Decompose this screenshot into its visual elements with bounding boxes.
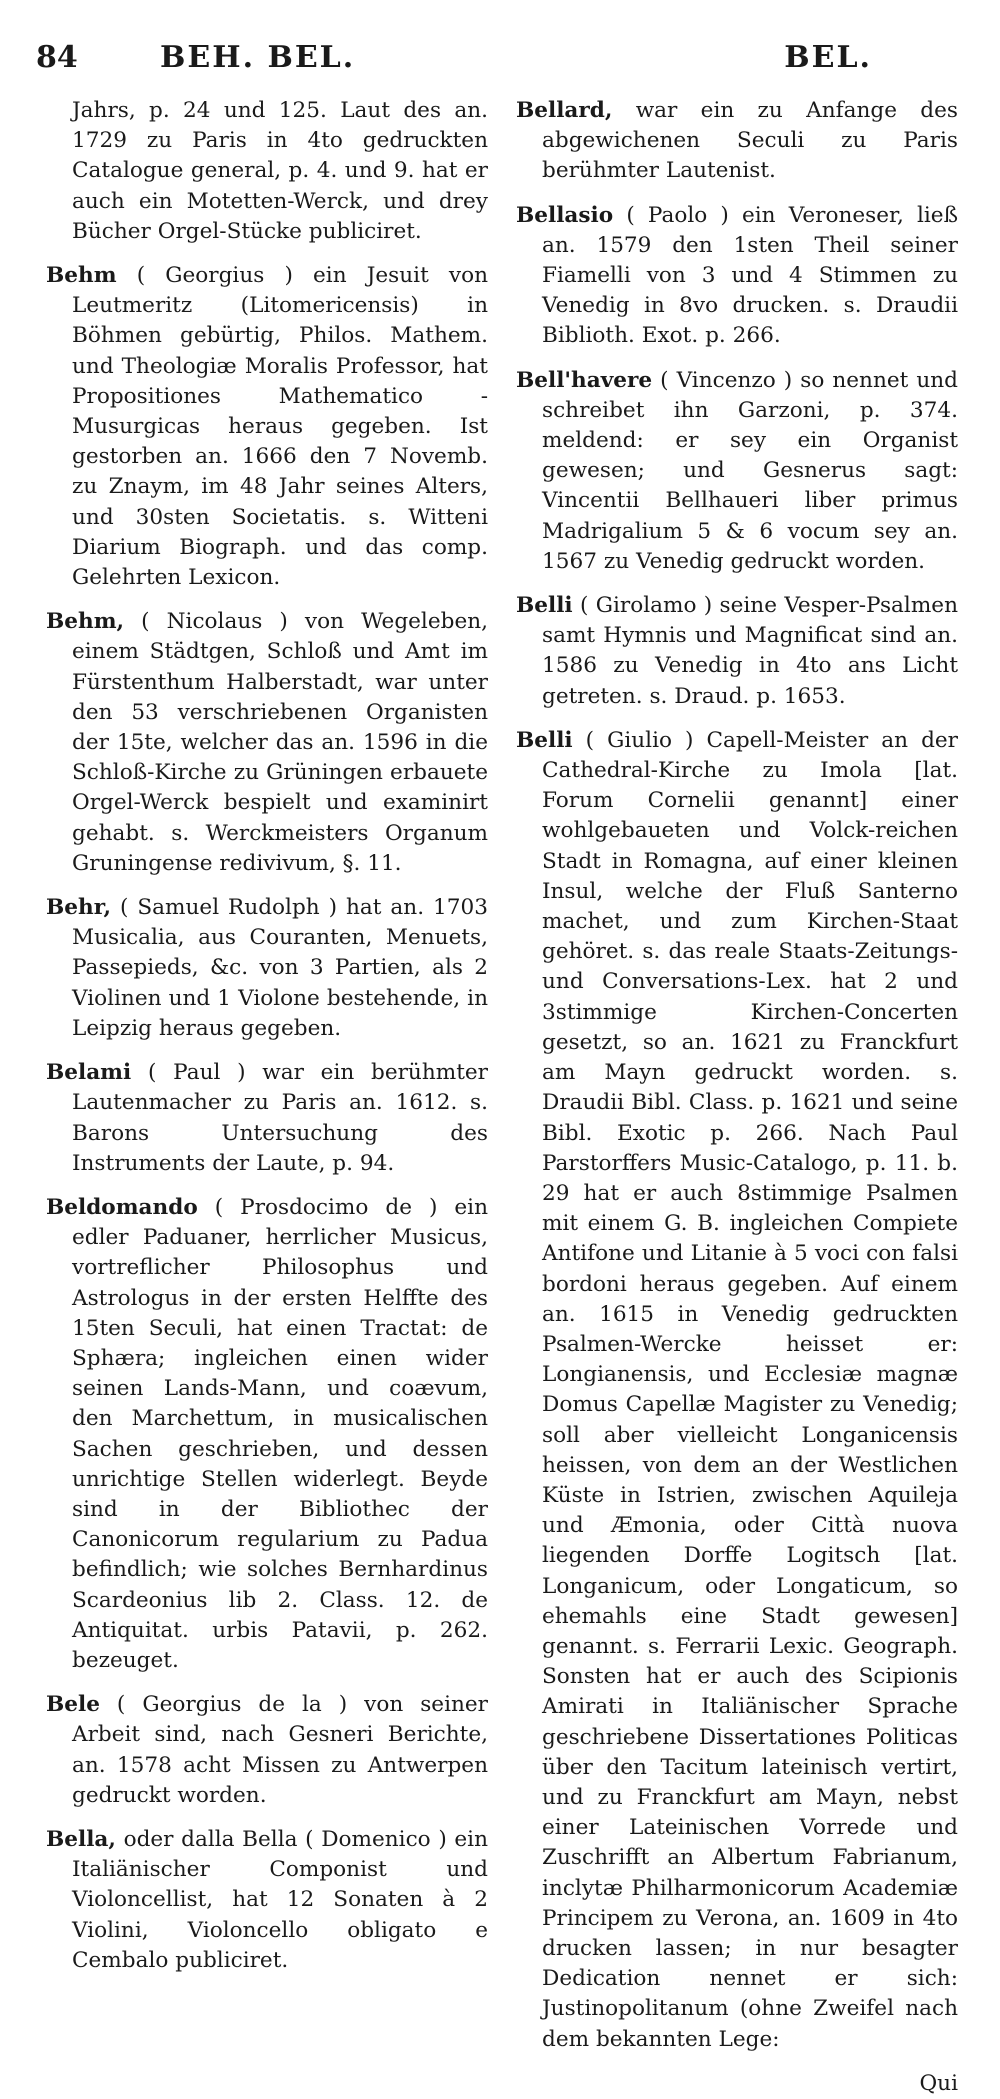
entry-text: ( Georgius de la ) von seiner Arbeit sind, nach Gesneri Berichte, an. 1578 acht Missen zu Antwerpen gedruckt worden. bbox=[72, 1692, 488, 1808]
page-header bbox=[36, 40, 942, 80]
entry-text: ( Vincenzo ) so nennet und schreibet ihn Garzoni, p. 374. meldend: er sey ein Organist gewesen; und Gesnerus sagt: Vincentii Bellhaueri liber primus Madrigalium 5 & 6 vocum sey an. 1567 zu Venedig gedruckt worden. bbox=[542, 367, 958, 574]
entry-text: ( Paolo ) ein Veroneser, ließ an. 1579 den 1sten Theil seiner Fiamelli von 3 und 4 Stimmen zu Venedig in 8vo drucken. s. Draudii Biblioth. Exot. p. 266. bbox=[542, 202, 958, 349]
entry-headword: Behr, bbox=[46, 895, 112, 921]
entry-text: ( Paul ) war ein berühmter Lautenmacher zu Paris an. 1612. s. Barons Untersuchung des Instruments der Laute, p. 94. bbox=[72, 1060, 488, 1176]
entry-text: ( Prosdocimo de ) ein edler Paduaner, herrlicher Musicus, vortreflicher Philosophus und Astrologus in der ersten Helffte des 15ten Seculi, hat einen Tractat: de Sphæra; ingleichen einen wider seinen Lands-Mann, und coævum, den Marchettum, in musicalischen Sachen geschrieben, und dessen unrichtige Stellen widerlegt. Beyde sind in der Bibliothec der Canonicorum regularium zu Padua befindlich; wie solches Bernhardinus Scardeonius lib 2. Class. 12. de Antiquitat. urbis Patavii, p. 262. bezeuget. bbox=[72, 1194, 488, 1673]
entry-behm-nicolaus bbox=[46, 607, 488, 879]
entry-headword: Belli bbox=[516, 727, 573, 753]
entry-bella bbox=[46, 1825, 488, 1976]
entry-headword: Bele bbox=[46, 1692, 100, 1718]
running-head-right: BEL. bbox=[784, 40, 872, 75]
right-column bbox=[516, 96, 958, 2099]
entry-belli-girolamo bbox=[516, 591, 958, 712]
entry-headword: Behm bbox=[46, 263, 117, 289]
entry-belli-giulio bbox=[516, 726, 958, 2055]
entry-headword: Belli bbox=[516, 593, 573, 619]
entry-headword: Bellasio bbox=[516, 202, 614, 228]
entry-text: oder dalla Bella ( Domenico ) ein Italiänischer Componist und Violoncellist, hat 12 Sonaten à 2 Violini, Violoncello obligato e Cembalo publiciret. bbox=[72, 1826, 488, 1973]
entry-text: ( Georgius ) ein Jesuit von Leutmeritz (Litomericensis) in Böhmen gebürtig, Philos. Mathem. und Theologiæ Moralis Professor, hat Propositiones Mathematico - Musurgicas heraus gegeben. Ist gestorben an. 1666 den 7 Novemb. zu Znaym, im 48 Jahr seines Alters, und 30sten Societatis. s. Witteni Diarium Biograph. und das comp. Gelehrten Lexicon. bbox=[72, 263, 488, 591]
entry-bellhavere bbox=[516, 366, 958, 577]
entry-belami bbox=[46, 1058, 488, 1179]
entry-text: ( Giulio ) Capell-Meister an der Cathedral-Kirche zu Imola [lat. Forum Cornelii genannt] einer wohlgebaueten und Volck-reichen Stadt in Romagna, auf einer kleinen Insul, welche der Fluß Santerno machet, und zum Kirchen-Staat gehöret. s. das reale Staats-Zeitungs- und Conversations-Lex. hat 2 und 3stimmige Kirchen-Concerten gesetzt, so an. 1621 zu Franckfurt am Mayn gedruckt worden. s. Draudii Bibl. Class. p. 1621 und seine Bibl. Exotic p. 266. Nach Paul Parstorffers Music-Catalogo, p. 11. b. 29 hat er auch 8stimmige Psalmen mit einem G. B. ingleichen Compiete Antifone und Litanie à 5 voci con falsi bordoni heraus gegeben. Auf einem an. 1615 in Venedig gedruckten Psalmen-Wercke heisset er: Longianensis, und Ecclesiæ magnæ Domus Capellæ Magister zu Venedig; soll aber vielleicht Longanicensis heissen, von dem an der Westlichen Küste in Istrien, zwischen Aquileja und Æmonia, oder Città nuova liegenden Dorffe Logitsch [lat. Longanicum, oder Longaticum, so ehemahls eine Stadt gewesen] genannt. s. Ferrarii Lexic. Geograph. Sonsten hat er auch des Scipionis Amirati in Italiänischer Sprache geschriebene Dissertationes Politicas über den Tacitum lateinisch vertirt, und zu Franckfurt am Mayn, nebst einer Lateinischen Vorrede und Zuschrifft an Albertum Fabrianum, inclytæ Philharmonicorum Academiæ Principem zu Verona, an. 1609 in 4to drucken lassen; in nur besagter Dedication nennet er sich: Justinopolitanum (ohne Zweifel nach dem bekannten Lege: bbox=[542, 727, 958, 2052]
entry-headword: Bellard, bbox=[516, 98, 613, 123]
entry-bellasio bbox=[516, 201, 958, 352]
entry-text: ( Nicolaus ) von Wegeleben, einem Städtgen, Schloß und Amt im Fürstenthum Halberstadt, war unter den 53 verschriebenen Organisten der 15te, welcher das an. 1596 in die Schloß-Kirche zu Grüningen erbauete Orgel-Werck bespielt und examinirt gehabt. s. Werckmeisters Organum Gruningense redivivum, §. 11. bbox=[72, 609, 488, 876]
entry-headword: Bell'havere bbox=[516, 367, 653, 393]
entry-headword: Behm, bbox=[46, 609, 125, 635]
entry-headword: Beldomando bbox=[46, 1194, 198, 1220]
entry-continuation bbox=[46, 96, 488, 247]
entry-bellard bbox=[516, 96, 958, 187]
entry-text: war ein zu Anfange des abgewichenen Seculi zu Paris berühmter Lautenist. bbox=[542, 98, 958, 184]
entry-beldomando bbox=[46, 1193, 488, 1676]
entry-text: ( Girolamo ) seine Vesper-Psalmen samt Hymnis und Magnificat sind an. 1586 zu Venedig in 4to ans Licht getreten. s. Draud. p. 1653. bbox=[542, 593, 958, 709]
entry-behm-georgius bbox=[46, 261, 488, 593]
entry-text: Jahrs, p. 24 und 125. Laut des an. 1729 zu Paris in 4to gedruckten Catalogue general, p. 4. und 9. hat er auch ein Motetten-Werck, und drey Bücher Orgel-Stücke publiciret. bbox=[72, 98, 488, 244]
catchword: Qui bbox=[919, 2070, 958, 2096]
entry-behr bbox=[46, 893, 488, 1044]
running-head-left: BEH. BEL. bbox=[160, 40, 356, 75]
entry-text: ( Samuel Rudolph ) hat an. 1703 Musicalia, aus Couranten, Menuets, Passepieds, &c. von 3 Partien, als 2 Violinen und 1 Violone bestehende, in Leipzig heraus gegeben. bbox=[72, 895, 488, 1041]
entry-headword: Bella, bbox=[46, 1826, 116, 1852]
page-number: 84 bbox=[36, 40, 78, 75]
entry-bele bbox=[46, 1690, 488, 1811]
entry-headword: Belami bbox=[46, 1060, 132, 1086]
left-column bbox=[46, 96, 488, 1990]
